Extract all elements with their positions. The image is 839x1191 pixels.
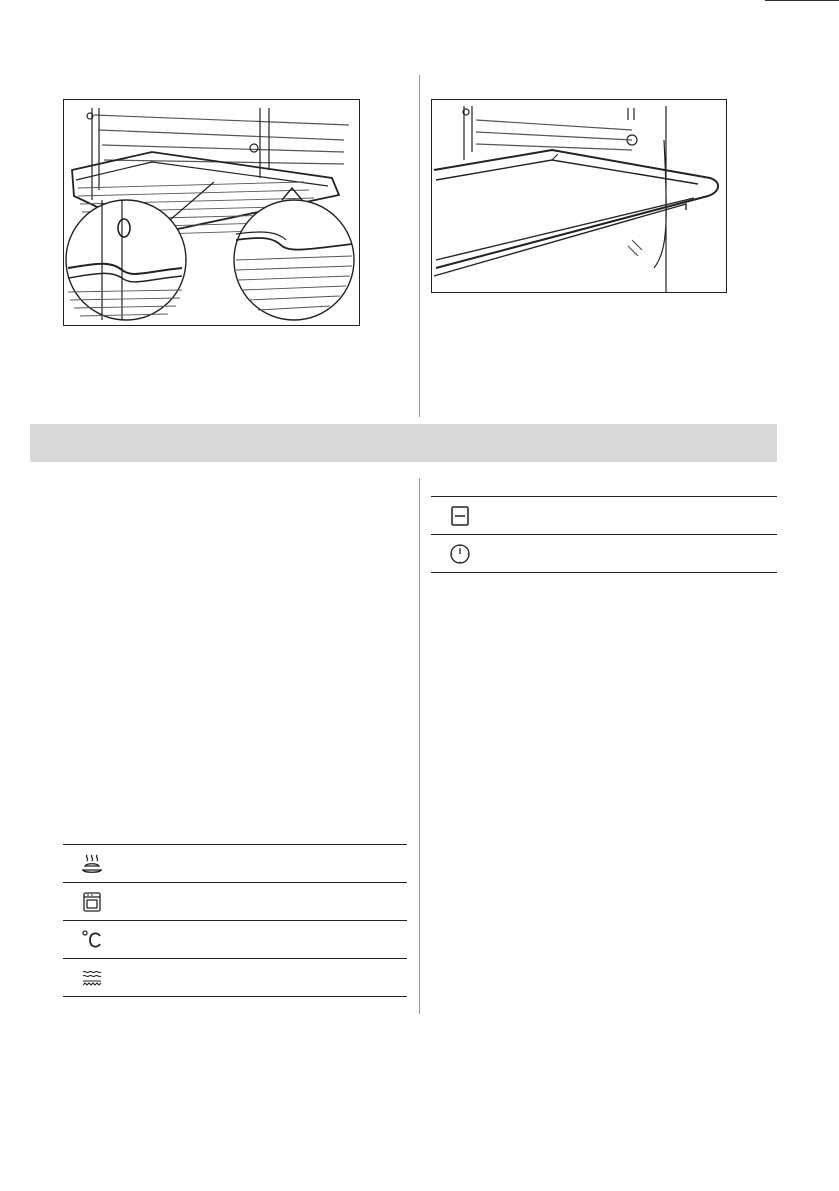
minus-box-icon	[449, 505, 471, 527]
symbol-table-left	[63, 844, 407, 997]
table-row	[431, 496, 777, 534]
column-divider	[419, 75, 420, 417]
header-rule	[765, 0, 839, 1]
table-row	[63, 882, 407, 920]
table-row	[63, 920, 407, 958]
celsius-icon	[81, 929, 103, 951]
heating-icon	[81, 967, 103, 989]
section-heading-band	[30, 424, 777, 462]
food-steam-icon	[81, 853, 103, 875]
clock-icon	[449, 543, 471, 565]
baking-tray-illustration	[431, 99, 727, 293]
column-divider	[419, 478, 420, 1014]
oven-icon	[81, 891, 103, 913]
wire-shelf-illustration	[63, 99, 360, 326]
table-row	[63, 958, 407, 997]
symbol-table-right	[431, 496, 777, 573]
table-row	[431, 534, 777, 573]
table-row	[63, 844, 407, 882]
